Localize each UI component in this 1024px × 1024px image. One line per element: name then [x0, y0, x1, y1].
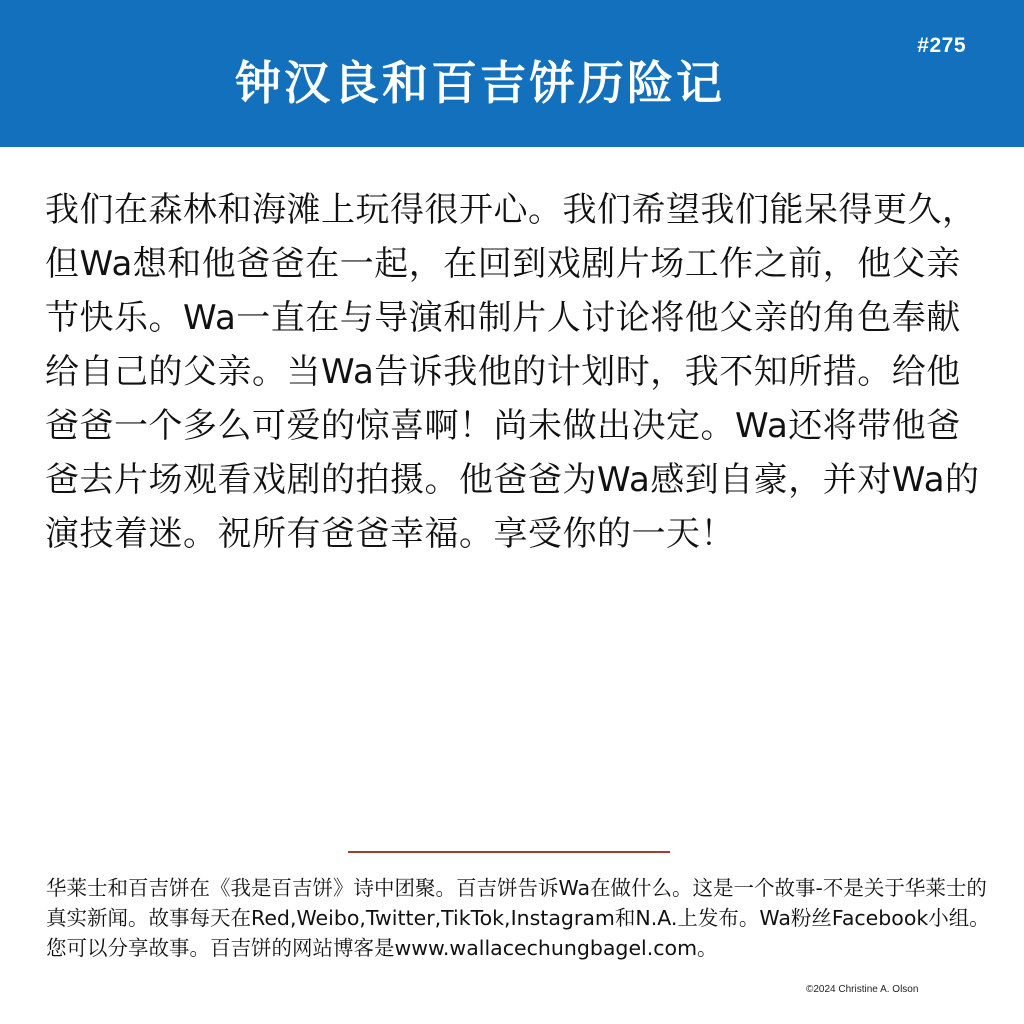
- copyright-notice: ©2024 Christine A. Olson: [806, 984, 919, 995]
- footer-note: 华莱士和百吉饼在《我是百吉饼》诗中团聚。百吉饼告诉Wa在做什么。这是一个故事-不是关于华莱士的真实新闻。故事每天在Red,Weibo,Twitter,TikTok,Instagram和N.A.上发布。Wa粉丝Facebook小组。您可以分享故事。百吉饼的网站博客是www.wallacechungbagel.com。: [46, 876, 990, 960]
- episode-number: #275: [917, 34, 966, 57]
- title-banner: [0, 0, 1024, 147]
- page-title: 钟汉良和百吉饼历险记: [235, 56, 725, 110]
- footer-divider: [348, 851, 670, 853]
- story-text: 我们在森林和海滩上玩得很开心。我们希望我们能呆得更久，但Wa想和他爸爸在一起，在回到戏剧片场工作之前，他父亲节快乐。Wa一直在与导演和制片人讨论将他父亲的角色奉献给自己的父亲。当Wa告诉我他的计划时，我不知所措。给他爸爸一个多么可爱的惊喜啊！尚未做出决定。Wa还将带他爸爸去片场观看戏剧的拍摄。他爸爸为Wa感到自豪，并对Wa的演技着迷。祝所有爸爸幸福。享受你的一天！: [45, 190, 980, 554]
